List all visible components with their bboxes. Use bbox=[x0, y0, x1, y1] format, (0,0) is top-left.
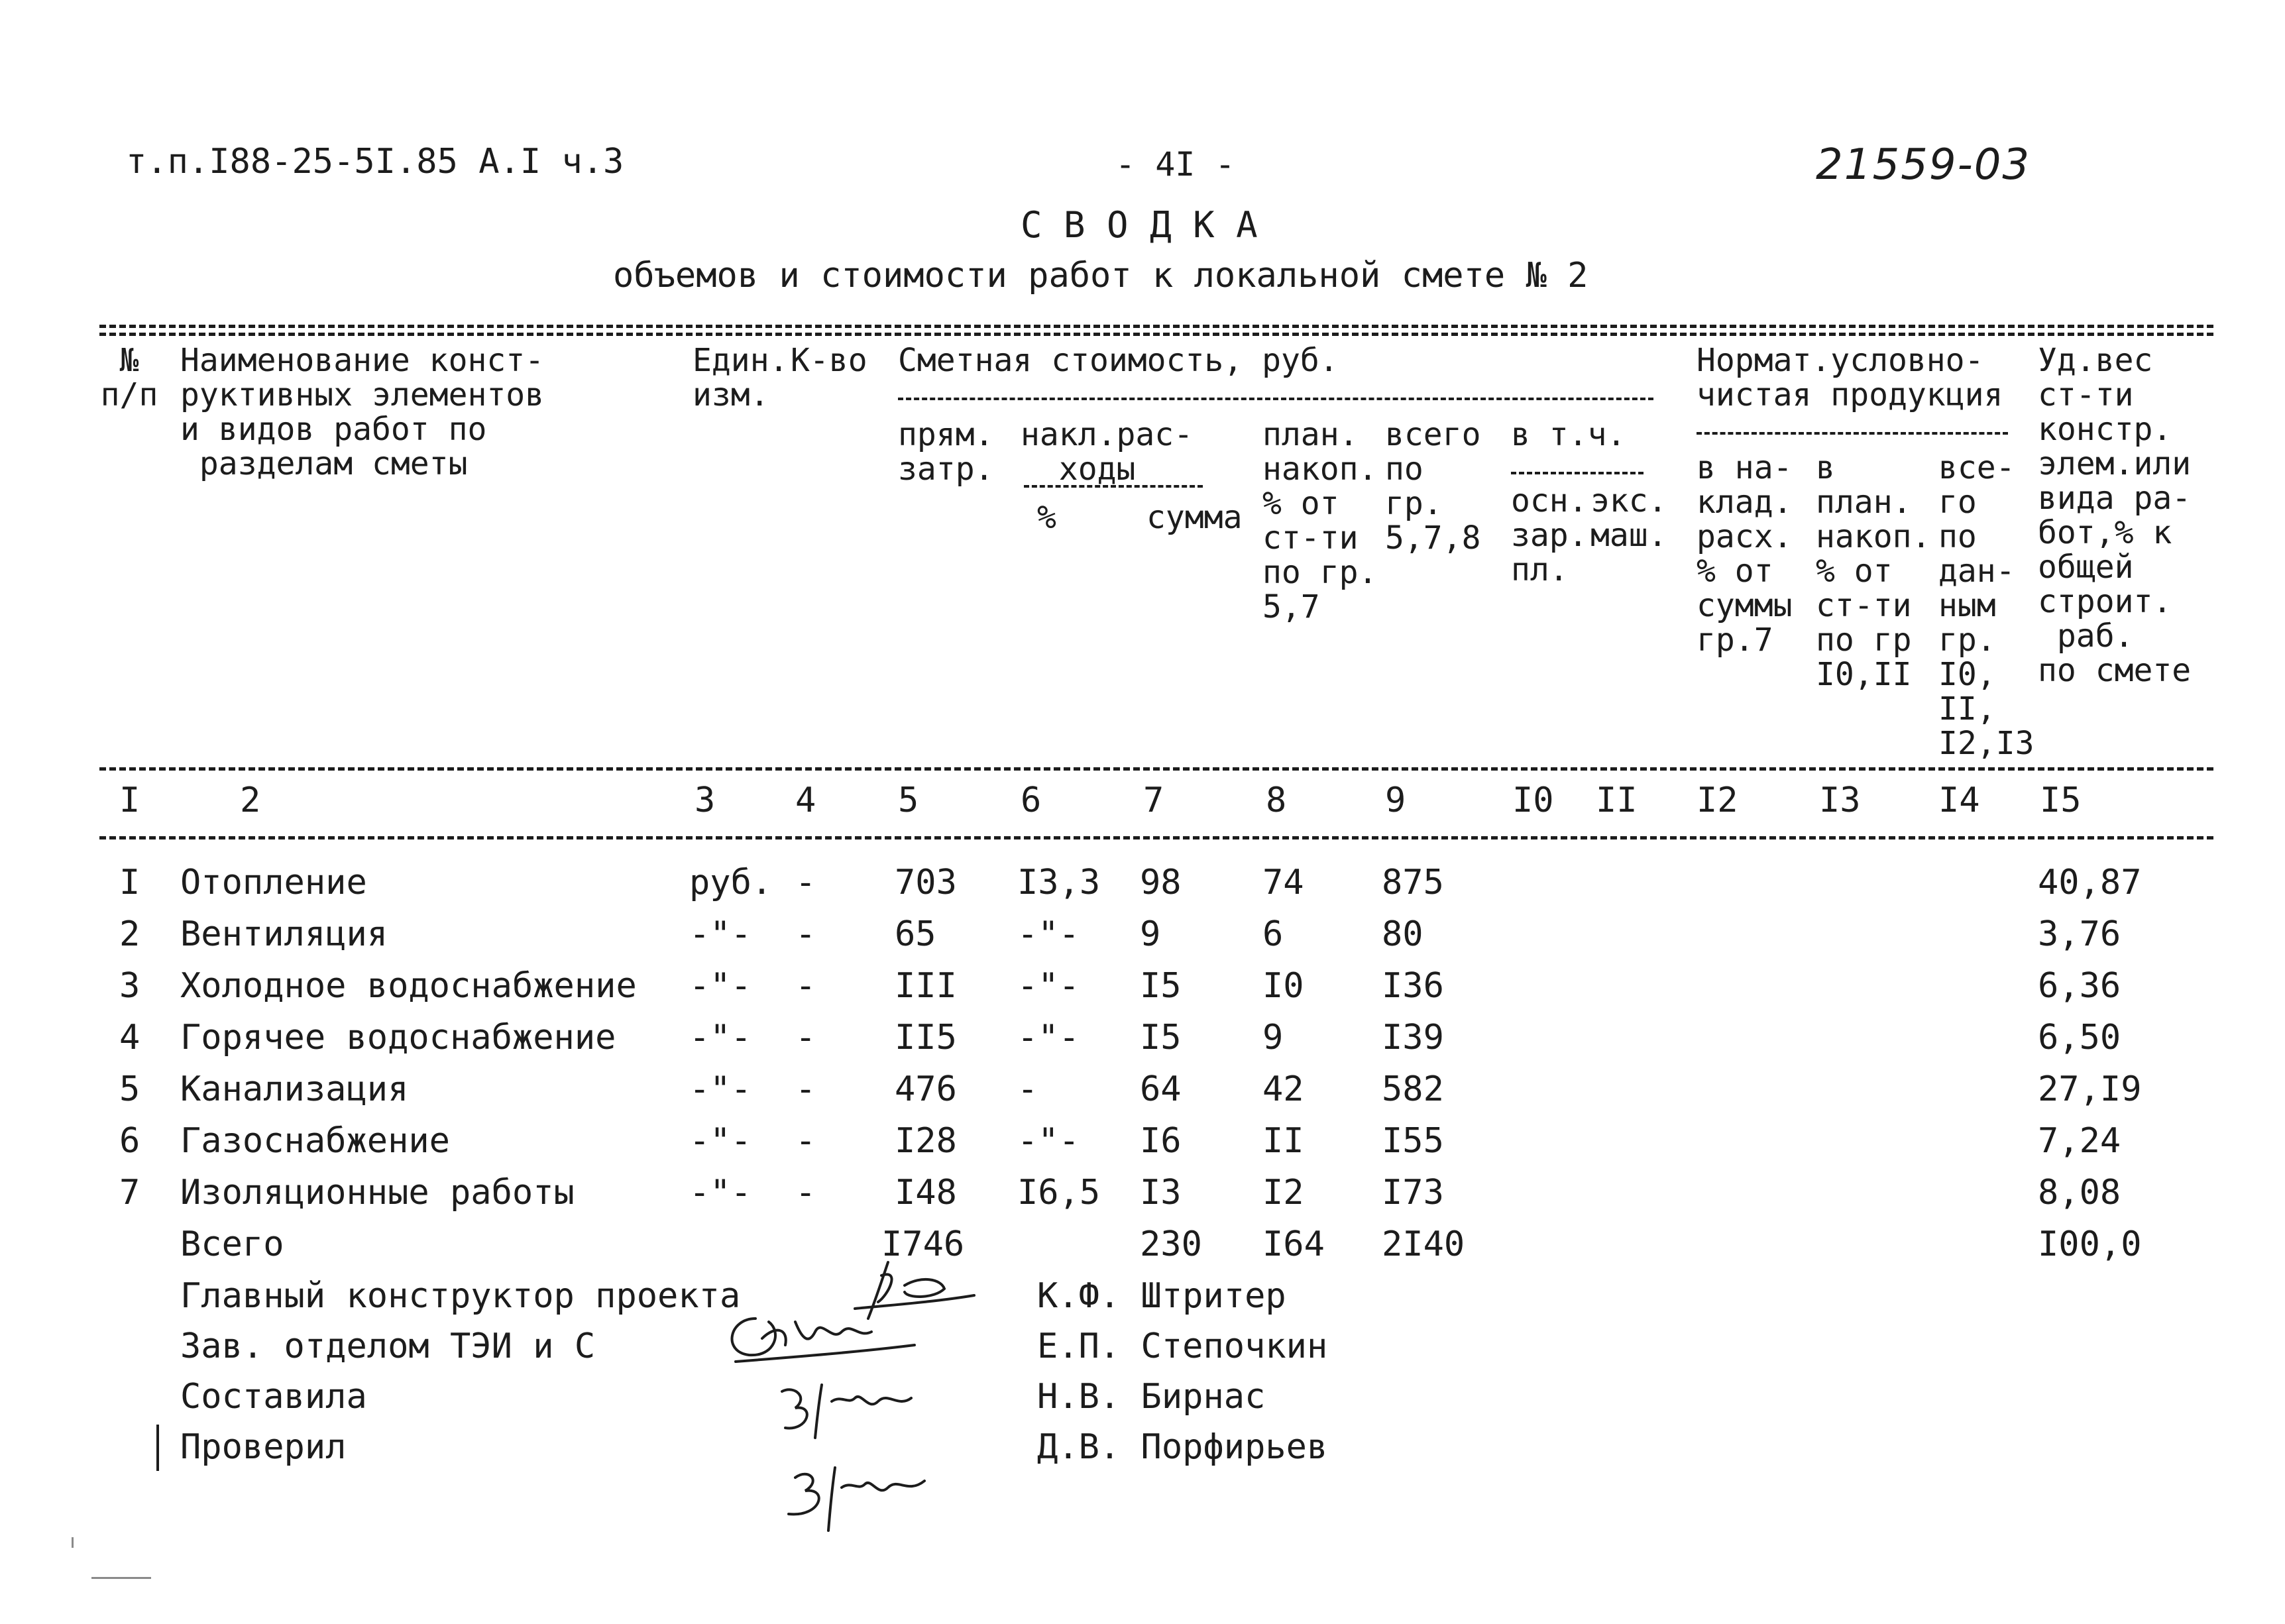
row-number: 5 bbox=[119, 1069, 140, 1109]
totals-weight: I00,0 bbox=[2038, 1224, 2142, 1264]
row-total: 875 bbox=[1382, 863, 1444, 902]
row-plan-savings: I2 bbox=[1262, 1173, 1304, 1213]
row-number: 2 bbox=[119, 914, 140, 954]
header-col-5: прям. затр. bbox=[898, 416, 994, 488]
header-col-6: % bbox=[1037, 499, 1056, 536]
row-direct-cost: 65 bbox=[895, 914, 936, 954]
row-qty: - bbox=[795, 966, 816, 1006]
row-unit: -"- bbox=[689, 1018, 752, 1057]
column-number: I3 bbox=[1819, 781, 1861, 820]
row-qty: - bbox=[795, 1018, 816, 1057]
table-top-rule bbox=[99, 325, 2213, 328]
row-unit: -"- bbox=[689, 1173, 752, 1213]
row-name: Вентиляция bbox=[180, 914, 388, 954]
header-col-11: экс. маш. bbox=[1590, 482, 1667, 554]
row-direct-cost: I48 bbox=[895, 1173, 957, 1213]
margin-speck bbox=[72, 1537, 74, 1548]
row-weight: 27,I9 bbox=[2038, 1069, 2142, 1109]
row-unit: -"- bbox=[689, 914, 752, 954]
column-number: 6 bbox=[1021, 781, 1042, 820]
document-subtitle: объемов и стоимости работ к локальной смете № 2 bbox=[613, 256, 1588, 296]
cost-group-rule bbox=[898, 398, 1653, 400]
table-top-rule-2 bbox=[99, 333, 2213, 336]
row-plan-savings: 6 bbox=[1262, 914, 1284, 954]
row-plan-savings: 42 bbox=[1262, 1069, 1304, 1109]
stamp-number: 21559-03 bbox=[1816, 140, 2031, 189]
row-overhead-pct: I3,3 bbox=[1017, 863, 1101, 902]
row-plan-savings: II bbox=[1262, 1121, 1304, 1161]
row-weight: 6,50 bbox=[2038, 1018, 2121, 1057]
header-col-13: в план. накоп. % от ст-ти по гр I0,II bbox=[1816, 449, 1931, 693]
header-col-1: № п/п bbox=[100, 342, 158, 413]
row-total: I55 bbox=[1382, 1121, 1444, 1161]
row-overhead-pct: - bbox=[1017, 1069, 1038, 1109]
totals-plan-savings: I64 bbox=[1262, 1224, 1325, 1264]
row-unit: -"- bbox=[689, 966, 752, 1006]
row-number: 3 bbox=[119, 966, 140, 1006]
signature-name: К.Ф. Штритер bbox=[1037, 1276, 1286, 1316]
row-overhead-sum: I3 bbox=[1140, 1173, 1182, 1213]
column-number: 7 bbox=[1143, 781, 1164, 820]
row-overhead-pct: -"- bbox=[1017, 1121, 1080, 1161]
header-col-2: Наименование конст- руктивных элементов и видов работ по разделам сметы bbox=[180, 342, 545, 482]
row-qty: - bbox=[795, 1069, 816, 1109]
column-number: 2 bbox=[240, 781, 261, 820]
row-name: Газоснабжение bbox=[180, 1121, 450, 1161]
header-col-3: Един. изм. bbox=[693, 342, 789, 413]
header-bottom-rule bbox=[99, 767, 2213, 771]
header-incl-group: в т.ч. bbox=[1511, 416, 1626, 453]
column-number: I4 bbox=[1938, 781, 1980, 820]
signature-role: Составила bbox=[180, 1377, 367, 1417]
column-number: II bbox=[1596, 781, 1638, 820]
totals-total: 2I40 bbox=[1382, 1224, 1465, 1264]
document-title: С В О Д К А bbox=[1021, 204, 1258, 246]
column-number: 3 bbox=[695, 781, 716, 820]
row-overhead-pct: -"- bbox=[1017, 914, 1080, 954]
header-col-10: осн. зар. пл. bbox=[1511, 482, 1588, 588]
totals-overhead-sum: 230 bbox=[1140, 1224, 1202, 1264]
signature-name: Н.В. Бирнас bbox=[1037, 1377, 1266, 1417]
margin-mark bbox=[156, 1425, 159, 1471]
signature-handwritten-4 bbox=[775, 1451, 948, 1537]
row-total: 80 bbox=[1382, 914, 1423, 954]
header-col-8: план. накоп. % от ст-ти по гр. 5,7 bbox=[1262, 416, 1378, 625]
row-direct-cost: II5 bbox=[895, 1018, 957, 1057]
row-overhead-sum: 64 bbox=[1140, 1069, 1182, 1109]
row-plan-savings: 74 bbox=[1262, 863, 1304, 902]
signature-role: Главный конструктор проекта bbox=[180, 1276, 741, 1316]
column-number: I5 bbox=[2040, 781, 2082, 820]
row-total: I36 bbox=[1382, 966, 1444, 1006]
header-col-9: всего по гр. 5,7,8 bbox=[1385, 416, 1481, 557]
row-number: 7 bbox=[119, 1173, 140, 1213]
signature-handwritten-2 bbox=[716, 1299, 928, 1372]
header-col-15: Уд.вес ст-ти констр. элем.или вида ра- бот,% к общей строит. раб. по смете bbox=[2038, 342, 2192, 689]
column-number: I bbox=[119, 781, 140, 820]
overhead-group-rule bbox=[1024, 485, 1203, 488]
column-number: 5 bbox=[898, 781, 919, 820]
column-number: I0 bbox=[1512, 781, 1554, 820]
header-col-14: все- го по дан- ным гр. I0, II, I2,I3 bbox=[1938, 449, 2034, 762]
column-number: I2 bbox=[1697, 781, 1738, 820]
row-weight: 3,76 bbox=[2038, 914, 2121, 954]
row-direct-cost: 476 bbox=[895, 1069, 957, 1109]
row-qty: - bbox=[795, 1121, 816, 1161]
row-overhead-pct: -"- bbox=[1017, 966, 1080, 1006]
row-qty: - bbox=[795, 1173, 816, 1213]
signature-name: Д.В. Порфирьев bbox=[1037, 1427, 1328, 1467]
column-number: 4 bbox=[795, 781, 816, 820]
header-col-4: К-во bbox=[791, 342, 867, 379]
totals-label: Всего bbox=[180, 1224, 284, 1264]
header-cost-group: Сметная стоимость, руб. bbox=[898, 342, 1339, 379]
row-overhead-sum: I5 bbox=[1140, 1018, 1182, 1057]
row-weight: 8,08 bbox=[2038, 1173, 2121, 1213]
column-number: 9 bbox=[1385, 781, 1406, 820]
row-weight: 6,36 bbox=[2038, 966, 2121, 1006]
row-overhead-pct: I6,5 bbox=[1017, 1173, 1101, 1213]
row-number: 4 bbox=[119, 1018, 140, 1057]
document-code: т.п.I88-25-5I.85 А.I ч.3 bbox=[126, 142, 624, 182]
header-col-7: сумма bbox=[1146, 499, 1243, 536]
row-total: 582 bbox=[1382, 1069, 1444, 1109]
row-unit: -"- bbox=[689, 1121, 752, 1161]
header-norm-group: Нормат.условно- чистая продукция bbox=[1697, 342, 2003, 413]
row-name: Отопление bbox=[180, 863, 367, 902]
row-overhead-sum: I5 bbox=[1140, 966, 1182, 1006]
row-direct-cost: I28 bbox=[895, 1121, 957, 1161]
row-overhead-sum: 9 bbox=[1140, 914, 1161, 954]
header-overhead-group: накл.рас- ходы bbox=[1021, 416, 1194, 488]
signature-name: Е.П. Степочкин bbox=[1037, 1326, 1328, 1366]
row-total: I39 bbox=[1382, 1018, 1444, 1057]
header-col-12: в на- клад. расх. % от суммы гр.7 bbox=[1697, 449, 1793, 659]
row-weight: 40,87 bbox=[2038, 863, 2142, 902]
row-overhead-sum: I6 bbox=[1140, 1121, 1182, 1161]
row-qty: - bbox=[795, 863, 816, 902]
row-unit: руб. bbox=[689, 863, 773, 902]
signature-role: Зав. отделом ТЭИ и С bbox=[180, 1326, 596, 1366]
row-direct-cost: 703 bbox=[895, 863, 957, 902]
row-overhead-sum: 98 bbox=[1140, 863, 1182, 902]
row-plan-savings: I0 bbox=[1262, 966, 1304, 1006]
margin-speck bbox=[91, 1577, 151, 1579]
row-number: 6 bbox=[119, 1121, 140, 1161]
signature-handwritten-3 bbox=[769, 1372, 934, 1444]
incl-group-rule bbox=[1511, 472, 1644, 474]
page-number: - 4I - bbox=[1115, 145, 1235, 184]
row-weight: 7,24 bbox=[2038, 1121, 2121, 1161]
column-numbers-rule bbox=[99, 836, 2213, 839]
column-number: 8 bbox=[1266, 781, 1287, 820]
row-name: Изоляционные работы bbox=[180, 1173, 575, 1213]
row-number: I bbox=[119, 863, 140, 902]
row-overhead-pct: -"- bbox=[1017, 1018, 1080, 1057]
row-qty: - bbox=[795, 914, 816, 954]
row-name: Холодное водоснабжение bbox=[180, 966, 637, 1006]
row-unit: -"- bbox=[689, 1069, 752, 1109]
signature-role: Проверил bbox=[180, 1427, 347, 1467]
row-total: I73 bbox=[1382, 1173, 1444, 1213]
row-plan-savings: 9 bbox=[1262, 1018, 1284, 1057]
norm-group-rule bbox=[1697, 432, 2008, 435]
row-direct-cost: III bbox=[895, 966, 957, 1006]
row-name: Канализация bbox=[180, 1069, 409, 1109]
totals-direct-cost: I746 bbox=[881, 1224, 965, 1264]
row-name: Горячее водоснабжение bbox=[180, 1018, 616, 1057]
